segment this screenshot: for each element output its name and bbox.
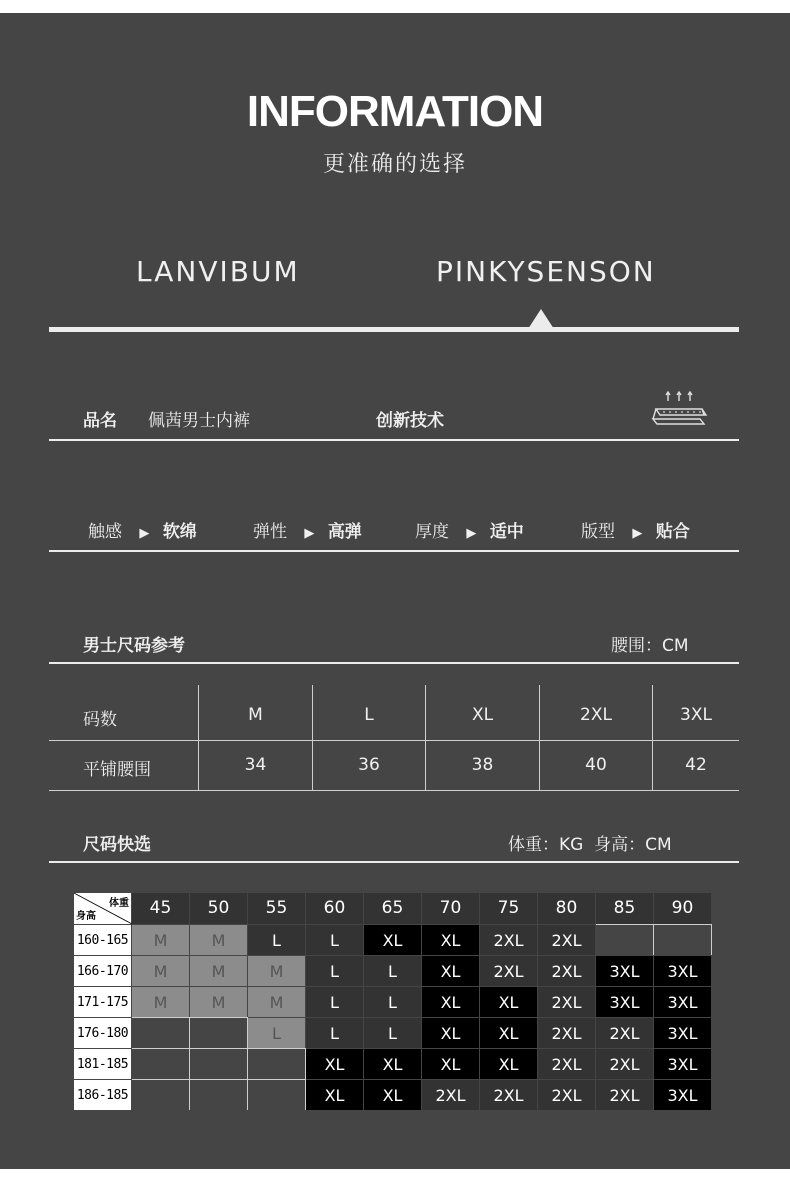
weight-header-cell: 50 <box>190 893 248 924</box>
feature-touch <box>88 517 197 542</box>
page-subtitle: 更准确的选择 <box>322 152 467 177</box>
size-select-cell <box>654 924 712 955</box>
product-name-value: 佩茜男士内裤 <box>148 411 250 431</box>
size-select-cell: M <box>190 986 248 1017</box>
size-select-cell <box>596 924 654 955</box>
size-select-cell: 2XL <box>538 924 596 955</box>
size-select-cell <box>248 1048 306 1079</box>
weight-header-cell: 45 <box>132 893 190 924</box>
size-select-cell: XL <box>480 986 538 1017</box>
size-select-cell <box>132 1079 190 1110</box>
feature-fit <box>581 517 690 542</box>
size-select-cell: 3XL <box>654 955 712 986</box>
size-ref-unit: 腰围：CM <box>611 636 689 656</box>
feature-elasticity-label: 弹性 <box>253 522 287 542</box>
weight-header-cell: 80 <box>538 893 596 924</box>
waist-cell: 42 <box>685 755 707 775</box>
corner-weight-label: 体重 <box>109 898 129 909</box>
size-select-cell: 2XL <box>596 1017 654 1048</box>
feature-thickness <box>415 517 524 542</box>
corner-height-label: 身高 <box>76 911 96 922</box>
size-select-cell: 2XL <box>596 1079 654 1110</box>
feature-fit-value: 贴合 <box>655 522 690 542</box>
size-ref-divider <box>49 662 739 664</box>
size-select-cell: XL <box>422 1048 480 1079</box>
feature-thickness-label: 厚度 <box>415 522 449 542</box>
size-select-cell <box>248 1079 306 1110</box>
arrow-icon: ▶ <box>466 526 477 541</box>
weight-header-cell: 55 <box>248 893 306 924</box>
size-select-cell: XL <box>480 1017 538 1048</box>
size-select-cell: XL <box>306 1079 364 1110</box>
height-header-cell: 186-185 <box>74 1079 132 1110</box>
height-header-cell: 176-180 <box>74 1017 132 1048</box>
size-select-cell: 2XL <box>480 955 538 986</box>
size-select-cell: L <box>364 986 422 1017</box>
size-select-cell: M <box>248 986 306 1017</box>
size-ref-table <box>49 685 739 793</box>
height-header-cell: 160-165 <box>74 924 132 955</box>
size-select-cell: 3XL <box>654 1048 712 1079</box>
size-cell: L <box>364 705 374 725</box>
size-select-cell: L <box>306 924 364 955</box>
weight-header-cell: 75 <box>480 893 538 924</box>
waist-row-header: 平铺腰围 <box>83 760 151 780</box>
size-select-cell: 3XL <box>654 986 712 1017</box>
size-select-cell: XL <box>422 986 480 1017</box>
features-divider <box>49 550 739 552</box>
size-cell: 2XL <box>580 705 612 725</box>
size-select-cell: M <box>248 955 306 986</box>
size-select-cell: L <box>306 986 364 1017</box>
feature-touch-value: 软绵 <box>162 522 197 542</box>
size-select-cell: L <box>364 955 422 986</box>
brand-selector-triangle-icon <box>528 309 554 329</box>
arrow-icon: ▶ <box>632 526 643 541</box>
height-header-cell: 171-175 <box>74 986 132 1017</box>
size-select-cell: 2XL <box>538 1048 596 1079</box>
size-select-cell: M <box>190 955 248 986</box>
size-select-cell: 2XL <box>538 986 596 1017</box>
size-select-cell: XL <box>364 1048 422 1079</box>
size-ref-title: 男士尺码参考 <box>83 636 185 656</box>
size-select-cell: 3XL <box>596 986 654 1017</box>
size-select-cell: XL <box>364 1079 422 1110</box>
size-select-cell: L <box>364 1017 422 1048</box>
arrow-icon: ▶ <box>304 526 315 541</box>
size-select-cell: 2XL <box>422 1079 480 1110</box>
feature-thickness-value: 适中 <box>489 522 524 542</box>
size-select-cell: 3XL <box>654 1079 712 1110</box>
height-header-cell: 166-170 <box>74 955 132 986</box>
waist-cell: 34 <box>244 755 267 775</box>
size-cell: M <box>248 705 263 725</box>
size-cell: 3XL <box>680 705 712 725</box>
size-select-cell: XL <box>480 1048 538 1079</box>
size-select-cell <box>190 1048 248 1079</box>
size-select-cell: 2XL <box>480 1079 538 1110</box>
brand-lanvibum: LANVIBUM <box>136 255 300 288</box>
size-select-cell: M <box>132 986 190 1017</box>
size-select-cell: 2XL <box>538 955 596 986</box>
product-divider <box>49 439 739 441</box>
waist-cell: 36 <box>358 755 380 775</box>
quick-select-divider <box>49 861 739 863</box>
feature-elasticity <box>253 517 362 542</box>
quick-select-title: 尺码快选 <box>83 835 151 855</box>
size-select-cell: 3XL <box>654 1017 712 1048</box>
brand-pinkysenson: PINKYSENSON <box>436 255 656 288</box>
size-select-cell: XL <box>364 924 422 955</box>
size-select-cell: 2XL <box>538 1017 596 1048</box>
product-name-label: 品名 <box>83 411 117 431</box>
breathable-fabric-icon <box>650 389 708 429</box>
size-select-cell: L <box>306 1017 364 1048</box>
feature-fit-label: 版型 <box>581 522 615 542</box>
weight-header-cell: 85 <box>596 893 654 924</box>
weight-header-cell: 60 <box>306 893 364 924</box>
size-select-cell: 2XL <box>480 924 538 955</box>
page-title: INFORMATION <box>246 87 544 136</box>
weight-header-cell: 65 <box>364 893 422 924</box>
corner-cell <box>74 893 132 924</box>
size-select-cell <box>132 1048 190 1079</box>
brand-divider <box>49 327 739 332</box>
feature-touch-label: 触感 <box>88 522 122 542</box>
info-page <box>0 13 790 1169</box>
size-select-cell: M <box>132 955 190 986</box>
weight-header-cell: 70 <box>422 893 480 924</box>
size-select-cell: XL <box>422 1017 480 1048</box>
size-select-cell: L <box>248 1017 306 1048</box>
tech-label: 创新技术 <box>376 411 444 431</box>
size-select-cell <box>190 1017 248 1048</box>
size-select-cell: L <box>306 955 364 986</box>
feature-elasticity-value: 高弹 <box>327 522 362 542</box>
arrow-icon: ▶ <box>139 526 150 541</box>
size-select-cell: M <box>132 924 190 955</box>
size-select-cell: 2XL <box>596 1048 654 1079</box>
waist-cell: 38 <box>471 755 494 775</box>
height-header-cell: 181-185 <box>74 1048 132 1079</box>
size-quick-select-grid <box>74 893 712 1110</box>
size-select-cell: XL <box>306 1048 364 1079</box>
size-select-cell: 3XL <box>596 955 654 986</box>
size-select-cell: M <box>190 924 248 955</box>
weight-header-cell: 90 <box>654 893 712 924</box>
size-cell: XL <box>471 705 494 725</box>
size-select-cell: L <box>248 924 306 955</box>
size-select-cell: 2XL <box>538 1079 596 1110</box>
size-select-cell <box>190 1079 248 1110</box>
waist-cell: 40 <box>585 755 607 775</box>
size-row-header: 码数 <box>83 710 117 730</box>
size-select-cell: XL <box>422 924 480 955</box>
size-select-cell <box>132 1017 190 1048</box>
size-select-cell: XL <box>422 955 480 986</box>
quick-select-unit: 体重：KG 身高：CM <box>508 835 672 855</box>
